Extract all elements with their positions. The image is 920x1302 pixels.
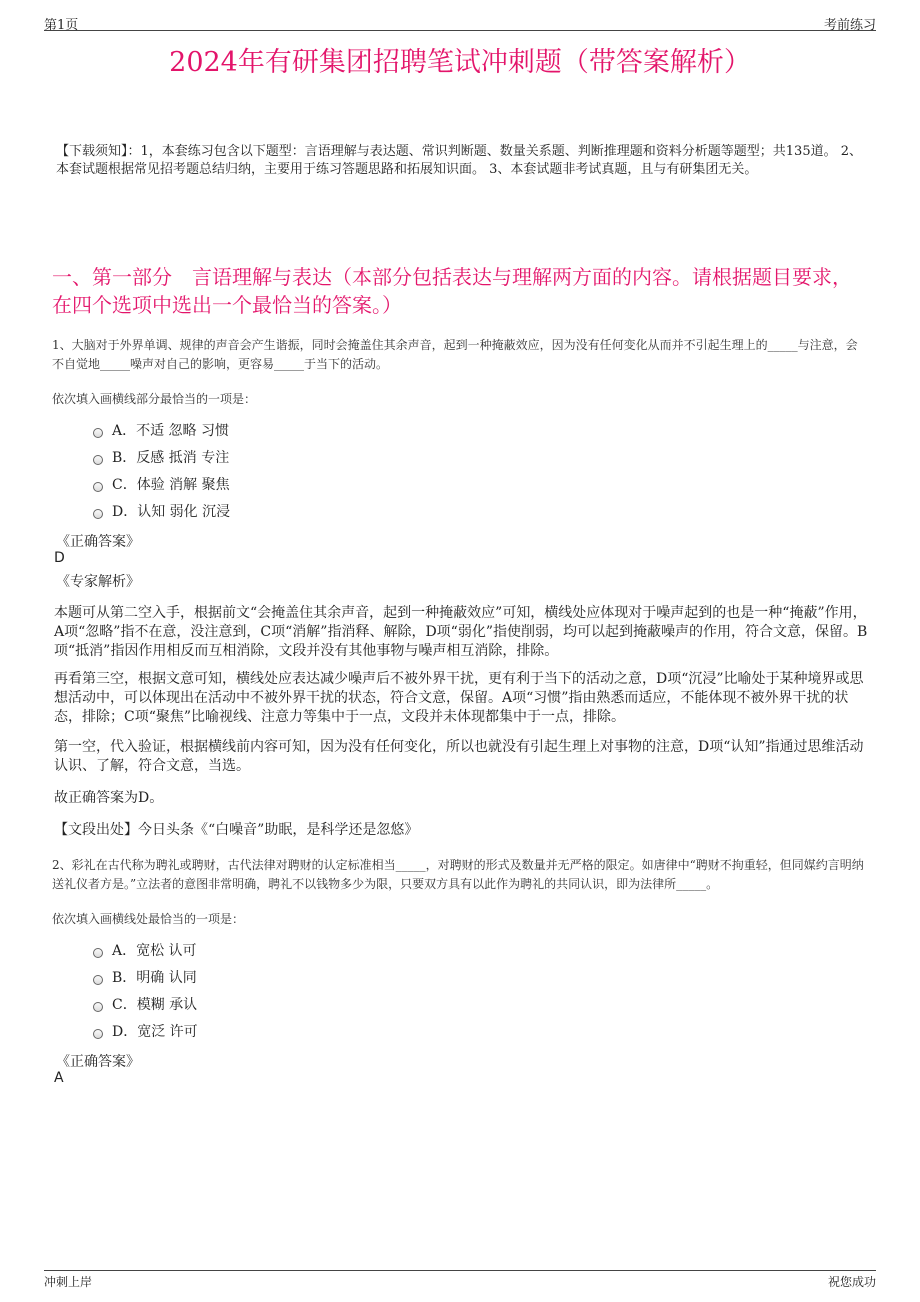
question-2-prompt: 依次填入画横线处最恰当的一项是： [52,912,245,926]
source-citation: 【文段出处】今日头条《“白噪音”助眠，是科学还是忽悠》 [54,822,419,838]
question-2-option-b[interactable] [93,968,197,988]
question-1-text: 1、大脑对于外界单调、规律的声音会产生谐振，同时会掩盖住其余声音，起到一种掩蔽效应，因为没有任何变化从而并不引起生理上的_____与注意，会不自觉地_____噪声对自己的影响，更容易_____于当下的活动。 [52,338,858,371]
option-label: D．宽泛 许可 [112,1024,198,1040]
question-1-option-c[interactable] [93,475,230,495]
question-2-option-c[interactable] [93,995,197,1015]
question-1-prompt: 依次填入画横线部分最恰当的一项是： [52,392,257,406]
footer-right: 祝您成功 [827,1275,876,1289]
header-label: 考前练习 [823,18,876,33]
answer-label: 《正确答案》 [56,1054,140,1070]
radio-icon[interactable] [93,509,103,519]
option-label: C．体验 消解 聚焦 [112,477,230,493]
footer-left: 冲刺上岸 [44,1275,93,1289]
question-2-text: 2、彩礼在古代称为聘礼或聘财，古代法律对聘财的认定标准相当_____，对聘财的形式及数量并无严格的限定。如唐律中“聘财不拘重轻，但同媒约言明纳送礼仪者方是。”立法者的意图非常明确，聘礼不以钱物多少为限，只要双方具有以此作为聘礼的共同认识，即为法律所_____。 [52,858,864,891]
page-number: 第1页 [44,18,79,33]
option-label: A．宽松 认可 [112,943,197,959]
question-2-option-d[interactable] [93,1022,198,1042]
analysis-paragraph: 本题可从第二空入手，根据前文“会掩盖住其余声音，起到一种掩蔽效应”可知，横线处应体现对于噪声起到的也是一种“掩蔽”作用，A项“忽略”指不在意，没注意到，C项“消解”指消释、解除，D项“弱化”指使削弱，均可以起到掩蔽噪声的作用，符合文意，保留。B项“抵消”指因作用相反而互相消除，文段并没有其他事物与噪声相互消除，排除。 [54,605,868,659]
option-label: A．不适 忽略 习惯 [112,423,230,439]
question-1-option-d[interactable] [93,502,230,522]
section-heading: 一、第一部分 言语理解与表达（本部分包括表达与理解两方面的内容。请根据题目要求，在四个选项中选出一个最恰当的答案。） [52,265,852,317]
document-title: 2024年有研集团招聘笔试冲刺题（带答案解析） [169,47,751,78]
download-notice: 【下载须知】：1，本套练习包含以下题型：言语理解与表达题、常识判断题、数量关系题、判断推理题和资料分析题等题型；共135道。 2、本套试题根据常见招考题总结归纳，主要用于练习答题思路和拓展知识面。 3、本套试题非考试真题，且与有研集团无关。 [56,144,862,177]
option-label: D．认知 弱化 沉浸 [112,504,231,520]
answer-value: D [54,550,65,566]
radio-icon[interactable] [93,455,103,465]
radio-icon[interactable] [93,1002,103,1012]
radio-icon[interactable] [93,1029,103,1039]
question-2-option-a[interactable] [93,941,197,961]
analysis-paragraph: 再看第三空，根据文意可知，横线处应表达减少噪声后不被外界干扰，更有利于当下的活动之意，D项“沉浸”比喻处于某种境界或思想活动中，可以体现出在活动中不被外界干扰的状态，符合文意，保留。A项“习惯”指由熟悉而适应，不能体现不被外界干扰的状态，排除；C项“聚焦”比喻视线、注意力等集中于一点，文段并未体现都集中于一点，排除。 [54,671,864,725]
answer-label: 《正确答案》 [56,534,140,550]
analysis-paragraph: 第一空，代入验证，根据横线前内容可知，因为没有任何变化，所以也就没有引起生理上对事物的注意，D项“认知”指通过思维活动认识、了解，符合文意，当选。 [54,739,864,774]
question-1-option-a[interactable] [93,421,229,441]
radio-icon[interactable] [93,482,103,492]
question-1-option-b[interactable] [93,448,229,468]
analysis-label: 《专家解析》 [56,574,140,590]
answer-value: A [54,1070,64,1086]
page-footer [44,1270,876,1295]
option-label: B．明确 认同 [112,970,197,986]
radio-icon[interactable] [93,948,103,958]
radio-icon[interactable] [93,428,103,438]
radio-icon[interactable] [93,975,103,985]
analysis-conclusion: 故正确答案为D。 [54,790,164,806]
option-label: C．模糊 承认 [112,997,198,1013]
page-header [44,10,876,31]
option-label: B．反感 抵消 专注 [112,450,230,466]
